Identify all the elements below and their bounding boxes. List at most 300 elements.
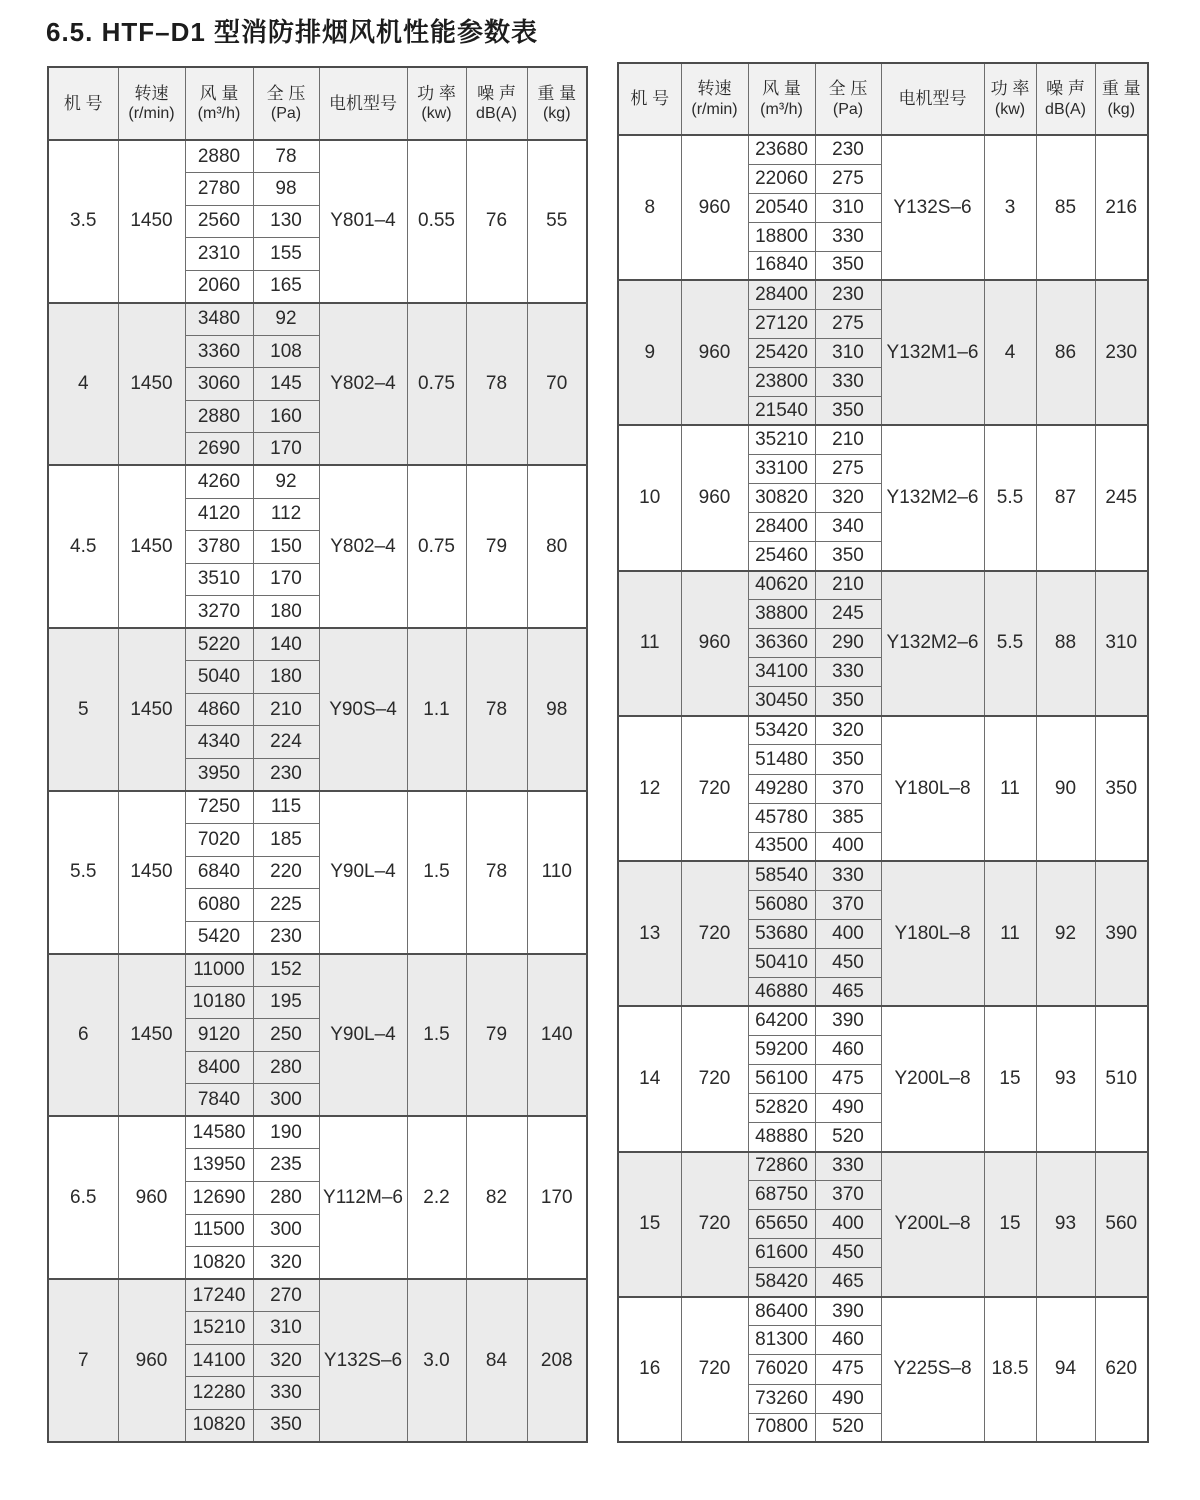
motor-model-cell: Y90L–4 <box>319 791 407 954</box>
pressure-cell: 165 <box>253 270 319 303</box>
column-header-2 <box>748 63 815 135</box>
column-header-unit: (kw) <box>421 105 452 123</box>
pressure-cell: 390 <box>815 1297 881 1326</box>
airflow-cell: 5420 <box>185 921 253 954</box>
pressure-cell: 220 <box>253 856 319 889</box>
airflow-cell: 23680 <box>748 135 815 164</box>
airflow-cell: 2880 <box>185 400 253 433</box>
weight-cell: 80 <box>527 465 587 628</box>
airflow-cell: 2310 <box>185 238 253 271</box>
pressure-cell: 350 <box>253 1409 319 1442</box>
column-header-label: 电机型号 <box>329 93 397 113</box>
airflow-cell: 4120 <box>185 498 253 531</box>
airflow-cell: 15210 <box>185 1312 253 1345</box>
pressure-cell: 475 <box>815 1355 881 1384</box>
airflow-cell: 40620 <box>748 571 815 600</box>
motor-model-cell: Y180L–8 <box>881 861 984 1006</box>
noise-cell: 78 <box>466 628 527 791</box>
column-header-unit: (Pa) <box>832 100 864 118</box>
fan-size-cell: 15 <box>618 1152 681 1297</box>
table-row <box>48 1279 587 1312</box>
column-header-3 <box>815 63 881 135</box>
pressure-cell: 130 <box>253 205 319 238</box>
weight-cell: 310 <box>1095 571 1148 716</box>
weight-cell: 350 <box>1095 716 1148 861</box>
fan-size-cell: 5.5 <box>48 791 118 954</box>
pressure-cell: 330 <box>815 1152 881 1181</box>
table-row <box>618 425 1148 454</box>
pressure-cell: 450 <box>815 1239 881 1268</box>
column-header-unit: (m³/h) <box>197 105 241 123</box>
weight-cell: 560 <box>1095 1152 1148 1297</box>
airflow-cell: 3060 <box>185 368 253 401</box>
power-cell: 0.75 <box>407 465 466 628</box>
speed-cell: 1450 <box>118 954 185 1117</box>
motor-model-cell: Y200L–8 <box>881 1006 984 1151</box>
fan-size-cell: 12 <box>618 716 681 861</box>
motor-model-cell: Y132M2–6 <box>881 425 984 570</box>
pressure-cell: 475 <box>815 1065 881 1094</box>
pressure-cell: 235 <box>253 1149 319 1182</box>
airflow-cell: 2780 <box>185 173 253 206</box>
pressure-cell: 98 <box>253 173 319 206</box>
speed-cell: 960 <box>681 280 748 425</box>
airflow-cell: 52820 <box>748 1094 815 1123</box>
airflow-cell: 7840 <box>185 1084 253 1117</box>
column-header-unit: (kg) <box>1107 100 1136 118</box>
power-cell: 11 <box>984 716 1036 861</box>
pressure-cell: 275 <box>815 164 881 193</box>
airflow-cell: 6840 <box>185 856 253 889</box>
column-header-label: 机 号 <box>630 89 670 109</box>
speed-cell: 1450 <box>118 465 185 628</box>
airflow-cell: 48880 <box>748 1123 815 1152</box>
speed-cell: 1450 <box>118 628 185 791</box>
column-header-7 <box>527 67 587 140</box>
column-header-unit: (r/min) <box>128 105 175 123</box>
pressure-cell: 160 <box>253 400 319 433</box>
column-header-label: 噪 声 <box>477 83 516 103</box>
airflow-cell: 3950 <box>185 758 253 791</box>
speed-cell: 960 <box>681 571 748 716</box>
pressure-cell: 155 <box>253 238 319 271</box>
pressure-cell: 350 <box>815 251 881 280</box>
airflow-cell: 59200 <box>748 1035 815 1064</box>
column-header-label: 全 压 <box>828 79 868 99</box>
fan-size-cell: 6 <box>48 954 118 1117</box>
pressure-cell: 280 <box>253 1182 319 1215</box>
pressure-cell: 170 <box>253 563 319 596</box>
column-header-label: 风 量 <box>199 83 239 103</box>
pressure-cell: 245 <box>815 600 881 629</box>
pressure-cell: 450 <box>815 948 881 977</box>
noise-cell: 79 <box>466 465 527 628</box>
airflow-cell: 64200 <box>748 1006 815 1035</box>
fan-size-cell: 13 <box>618 861 681 1006</box>
column-header-label: 噪 声 <box>1046 79 1085 99</box>
noise-cell: 79 <box>466 954 527 1117</box>
speed-cell: 960 <box>118 1279 185 1442</box>
power-cell: 0.55 <box>407 140 466 303</box>
pressure-cell: 210 <box>253 693 319 726</box>
power-cell: 2.2 <box>407 1116 466 1279</box>
airflow-cell: 23800 <box>748 367 815 396</box>
pressure-cell: 330 <box>815 222 881 251</box>
column-header-label: 功 率 <box>417 83 456 103</box>
noise-cell: 88 <box>1036 571 1095 716</box>
airflow-cell: 2560 <box>185 205 253 238</box>
column-header-unit: (kg) <box>542 105 571 123</box>
pressure-cell: 250 <box>253 1019 319 1052</box>
pressure-cell: 370 <box>815 1181 881 1210</box>
airflow-cell: 2690 <box>185 433 253 466</box>
table-row <box>48 791 587 824</box>
airflow-cell: 58420 <box>748 1268 815 1297</box>
pressure-cell: 300 <box>253 1084 319 1117</box>
table-row <box>618 861 1148 890</box>
pressure-cell: 370 <box>815 774 881 803</box>
airflow-cell: 18800 <box>748 222 815 251</box>
pressure-cell: 140 <box>253 628 319 661</box>
airflow-cell: 33100 <box>748 455 815 484</box>
pressure-cell: 280 <box>253 1051 319 1084</box>
column-header-0 <box>48 67 118 140</box>
column-header-label: 电机型号 <box>898 89 967 109</box>
airflow-cell: 70800 <box>748 1413 815 1442</box>
motor-model-cell: Y801–4 <box>319 140 407 303</box>
motor-model-cell: Y112M–6 <box>319 1116 407 1279</box>
pressure-cell: 270 <box>253 1279 319 1312</box>
power-cell: 1.1 <box>407 628 466 791</box>
column-header-unit: (Pa) <box>270 105 302 123</box>
airflow-cell: 56080 <box>748 890 815 919</box>
fan-spec-table-left <box>47 66 588 1443</box>
fan-size-cell: 4 <box>48 303 118 466</box>
pressure-cell: 350 <box>815 542 881 571</box>
pressure-cell: 400 <box>815 832 881 861</box>
table-row <box>618 1152 1148 1181</box>
table-row <box>618 1297 1148 1326</box>
airflow-cell: 10820 <box>185 1247 253 1280</box>
power-cell: 1.5 <box>407 954 466 1117</box>
airflow-cell: 3480 <box>185 303 253 336</box>
airflow-cell: 9120 <box>185 1019 253 1052</box>
column-header-label: 功 率 <box>990 79 1030 99</box>
noise-cell: 90 <box>1036 716 1095 861</box>
pressure-cell: 115 <box>253 791 319 824</box>
pressure-cell: 490 <box>815 1094 881 1123</box>
airflow-cell: 7020 <box>185 823 253 856</box>
motor-model-cell: Y90S–4 <box>319 628 407 791</box>
airflow-cell: 38800 <box>748 600 815 629</box>
pressure-cell: 190 <box>253 1116 319 1149</box>
airflow-cell: 43500 <box>748 832 815 861</box>
fan-size-cell: 14 <box>618 1006 681 1151</box>
weight-cell: 390 <box>1095 861 1148 1006</box>
weight-cell: 110 <box>527 791 587 954</box>
noise-cell: 86 <box>1036 280 1095 425</box>
pressure-cell: 320 <box>815 716 881 745</box>
fan-size-cell: 8 <box>618 135 681 280</box>
airflow-cell: 16840 <box>748 251 815 280</box>
airflow-cell: 2880 <box>185 140 253 173</box>
pressure-cell: 152 <box>253 954 319 987</box>
column-header-0 <box>618 63 681 135</box>
motor-model-cell: Y132M1–6 <box>881 280 984 425</box>
column-header-label: 重 量 <box>1101 79 1141 99</box>
pressure-cell: 195 <box>253 986 319 1019</box>
pressure-cell: 400 <box>815 1210 881 1239</box>
pressure-cell: 310 <box>815 338 881 367</box>
table-header <box>618 63 1148 135</box>
airflow-cell: 28400 <box>748 280 815 309</box>
airflow-cell: 51480 <box>748 745 815 774</box>
pressure-cell: 230 <box>253 921 319 954</box>
pressure-cell: 330 <box>815 861 881 890</box>
pressure-cell: 465 <box>815 977 881 1006</box>
fan-size-cell: 4.5 <box>48 465 118 628</box>
noise-cell: 93 <box>1036 1006 1095 1151</box>
weight-cell: 140 <box>527 954 587 1117</box>
pressure-cell: 330 <box>815 658 881 687</box>
motor-model-cell: Y180L–8 <box>881 716 984 861</box>
column-header-6 <box>1036 63 1095 135</box>
airflow-cell: 3360 <box>185 335 253 368</box>
airflow-cell: 12280 <box>185 1377 253 1410</box>
noise-cell: 87 <box>1036 425 1095 570</box>
pressure-cell: 330 <box>253 1377 319 1410</box>
airflow-cell: 4340 <box>185 726 253 759</box>
noise-cell: 76 <box>466 140 527 303</box>
airflow-cell: 3270 <box>185 596 253 629</box>
column-header-5 <box>407 67 466 140</box>
column-header-7 <box>1095 63 1148 135</box>
pressure-cell: 310 <box>815 193 881 222</box>
pressure-cell: 78 <box>253 140 319 173</box>
pressure-cell: 185 <box>253 823 319 856</box>
airflow-cell: 53680 <box>748 919 815 948</box>
pressure-cell: 320 <box>253 1344 319 1377</box>
pressure-cell: 180 <box>253 661 319 694</box>
column-header-unit: (r/min) <box>691 100 738 118</box>
weight-cell: 216 <box>1095 135 1148 280</box>
pressure-cell: 370 <box>815 890 881 919</box>
fan-size-cell: 3.5 <box>48 140 118 303</box>
power-cell: 11 <box>984 861 1036 1006</box>
motor-model-cell: Y132M2–6 <box>881 571 984 716</box>
pressure-cell: 180 <box>253 596 319 629</box>
speed-cell: 960 <box>681 425 748 570</box>
table-row <box>48 303 587 336</box>
noise-cell: 82 <box>466 1116 527 1279</box>
airflow-cell: 65650 <box>748 1210 815 1239</box>
pressure-cell: 92 <box>253 303 319 336</box>
airflow-cell: 76020 <box>748 1355 815 1384</box>
power-cell: 5.5 <box>984 571 1036 716</box>
power-cell: 3.0 <box>407 1279 466 1442</box>
noise-cell: 85 <box>1036 135 1095 280</box>
speed-cell: 960 <box>681 135 748 280</box>
motor-model-cell: Y225S–8 <box>881 1297 984 1442</box>
airflow-cell: 25420 <box>748 338 815 367</box>
motor-model-cell: Y200L–8 <box>881 1152 984 1297</box>
column-header-label: 机 号 <box>63 93 103 113</box>
table-row <box>618 716 1148 745</box>
airflow-cell: 3510 <box>185 563 253 596</box>
fan-spec-table-right <box>617 62 1149 1443</box>
pressure-cell: 150 <box>253 531 319 564</box>
airflow-cell: 58540 <box>748 861 815 890</box>
pressure-cell: 350 <box>815 745 881 774</box>
airflow-cell: 3780 <box>185 531 253 564</box>
airflow-cell: 30820 <box>748 484 815 513</box>
airflow-cell: 2060 <box>185 270 253 303</box>
pressure-cell: 385 <box>815 803 881 832</box>
airflow-cell: 73260 <box>748 1384 815 1413</box>
weight-cell: 245 <box>1095 425 1148 570</box>
pressure-cell: 225 <box>253 889 319 922</box>
noise-cell: 94 <box>1036 1297 1095 1442</box>
power-cell: 4 <box>984 280 1036 425</box>
airflow-cell: 12690 <box>185 1182 253 1215</box>
pressure-cell: 320 <box>253 1247 319 1280</box>
column-header-label: 重 量 <box>537 83 577 103</box>
column-header-5 <box>984 63 1036 135</box>
airflow-cell: 5220 <box>185 628 253 661</box>
weight-cell: 230 <box>1095 280 1148 425</box>
airflow-cell: 7250 <box>185 791 253 824</box>
table-header <box>48 67 587 140</box>
speed-cell: 720 <box>681 716 748 861</box>
column-header-unit: dB(A) <box>476 105 517 123</box>
airflow-cell: 56100 <box>748 1065 815 1094</box>
airflow-cell: 10820 <box>185 1409 253 1442</box>
airflow-cell: 34100 <box>748 658 815 687</box>
airflow-cell: 13950 <box>185 1149 253 1182</box>
pressure-cell: 320 <box>815 484 881 513</box>
airflow-cell: 49280 <box>748 774 815 803</box>
pressure-cell: 210 <box>815 425 881 454</box>
power-cell: 5.5 <box>984 425 1036 570</box>
pressure-cell: 275 <box>815 455 881 484</box>
pressure-cell: 224 <box>253 726 319 759</box>
speed-cell: 720 <box>681 1152 748 1297</box>
airflow-cell: 14100 <box>185 1344 253 1377</box>
pressure-cell: 92 <box>253 465 319 498</box>
airflow-cell: 21540 <box>748 396 815 425</box>
column-header-1 <box>681 63 748 135</box>
fan-size-cell: 6.5 <box>48 1116 118 1279</box>
pressure-cell: 465 <box>815 1268 881 1297</box>
power-cell: 0.75 <box>407 303 466 466</box>
airflow-cell: 5040 <box>185 661 253 694</box>
airflow-cell: 68750 <box>748 1181 815 1210</box>
motor-model-cell: Y90L–4 <box>319 954 407 1117</box>
pressure-cell: 230 <box>815 280 881 309</box>
airflow-cell: 11000 <box>185 954 253 987</box>
table-row <box>48 628 587 661</box>
column-header-label: 全 压 <box>266 83 306 103</box>
column-header-label: 转速 <box>697 79 732 99</box>
speed-cell: 1450 <box>118 140 185 303</box>
airflow-cell: 6080 <box>185 889 253 922</box>
airflow-cell: 25460 <box>748 542 815 571</box>
column-header-4 <box>881 63 984 135</box>
column-header-3 <box>253 67 319 140</box>
pressure-cell: 350 <box>815 687 881 716</box>
column-header-2 <box>185 67 253 140</box>
power-cell: 18.5 <box>984 1297 1036 1442</box>
airflow-cell: 17240 <box>185 1279 253 1312</box>
noise-cell: 78 <box>466 303 527 466</box>
noise-cell: 78 <box>466 791 527 954</box>
motor-model-cell: Y132S–6 <box>881 135 984 280</box>
pressure-cell: 350 <box>815 396 881 425</box>
airflow-cell: 46880 <box>748 977 815 1006</box>
airflow-cell: 36360 <box>748 629 815 658</box>
motor-model-cell: Y132S–6 <box>319 1279 407 1442</box>
speed-cell: 960 <box>118 1116 185 1279</box>
table-row <box>48 465 587 498</box>
pressure-cell: 460 <box>815 1326 881 1355</box>
airflow-cell: 27120 <box>748 309 815 338</box>
power-cell: 15 <box>984 1152 1036 1297</box>
power-cell: 1.5 <box>407 791 466 954</box>
column-header-unit: dB(A) <box>1045 100 1086 118</box>
table-row <box>618 135 1148 164</box>
table-row <box>48 1116 587 1149</box>
pressure-cell: 230 <box>815 135 881 164</box>
column-header-1 <box>118 67 185 140</box>
weight-cell: 620 <box>1095 1297 1148 1442</box>
fan-size-cell: 16 <box>618 1297 681 1442</box>
speed-cell: 720 <box>681 861 748 1006</box>
pressure-cell: 520 <box>815 1413 881 1442</box>
noise-cell: 92 <box>1036 861 1095 1006</box>
table-row <box>48 140 587 173</box>
pressure-cell: 330 <box>815 367 881 396</box>
airflow-cell: 4260 <box>185 465 253 498</box>
fan-size-cell: 5 <box>48 628 118 791</box>
airflow-cell: 10180 <box>185 986 253 1019</box>
pressure-cell: 170 <box>253 433 319 466</box>
fan-size-cell: 7 <box>48 1279 118 1442</box>
airflow-cell: 14580 <box>185 1116 253 1149</box>
speed-cell: 720 <box>681 1006 748 1151</box>
pressure-cell: 520 <box>815 1123 881 1152</box>
airflow-cell: 50410 <box>748 948 815 977</box>
speed-cell: 1450 <box>118 303 185 466</box>
pressure-cell: 290 <box>815 629 881 658</box>
airflow-cell: 86400 <box>748 1297 815 1326</box>
column-header-label: 转速 <box>134 83 169 103</box>
column-header-label: 风 量 <box>762 79 801 99</box>
pressure-cell: 490 <box>815 1384 881 1413</box>
pressure-cell: 230 <box>253 758 319 791</box>
noise-cell: 84 <box>466 1279 527 1442</box>
weight-cell: 98 <box>527 628 587 791</box>
table-row <box>618 571 1148 600</box>
fan-size-cell: 9 <box>618 280 681 425</box>
weight-cell: 170 <box>527 1116 587 1279</box>
pressure-cell: 340 <box>815 513 881 542</box>
motor-model-cell: Y802–4 <box>319 303 407 466</box>
noise-cell: 93 <box>1036 1152 1095 1297</box>
fan-size-cell: 11 <box>618 571 681 716</box>
airflow-cell: 28400 <box>748 513 815 542</box>
pressure-cell: 112 <box>253 498 319 531</box>
power-cell: 3 <box>984 135 1036 280</box>
